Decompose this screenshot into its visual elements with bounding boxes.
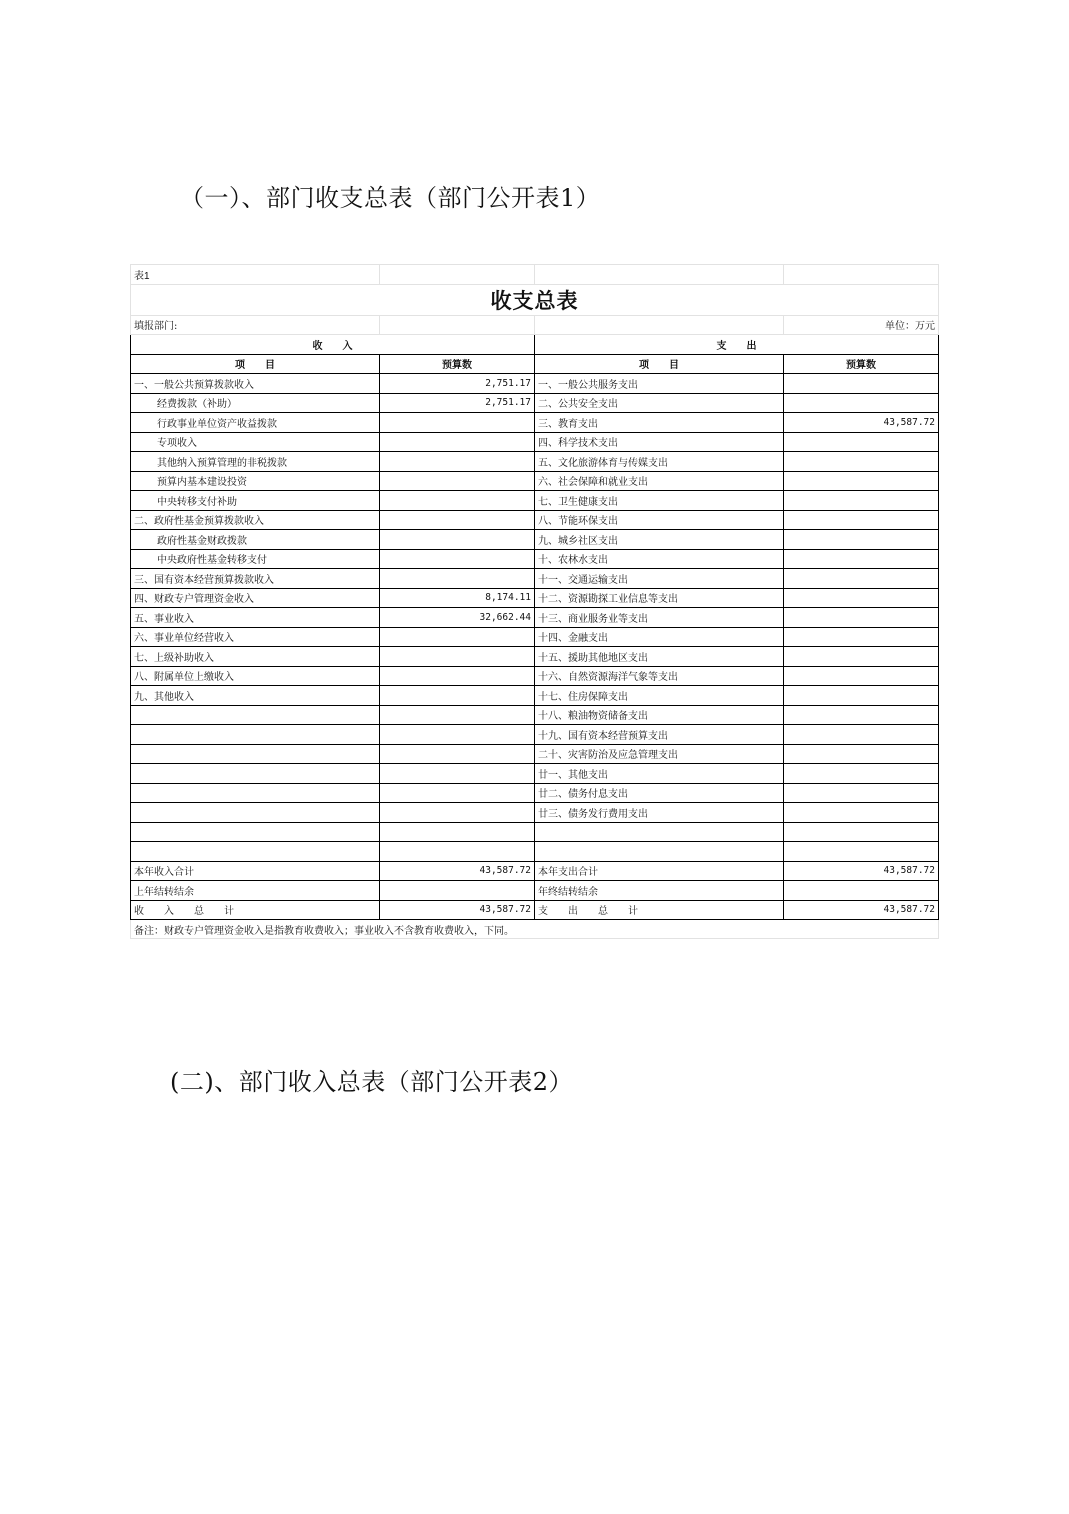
income-header: 收 入 [131, 335, 535, 355]
table-row [131, 413, 939, 433]
income-budget-cell [380, 666, 535, 686]
income-item-cell: 二、政府性基金预算拨款收入 [131, 510, 380, 530]
expense-item-cell: 本年支出合计 [535, 861, 784, 881]
expense-item-cell: 八、节能环保支出 [535, 510, 784, 530]
expense-budget-cell [784, 686, 939, 706]
income-budget-cell [380, 783, 535, 803]
table-row [131, 393, 939, 413]
expense-budget-cell [784, 530, 939, 550]
income-item-cell: 政府性基金财政拨款 [131, 530, 380, 550]
expense-budget-cell [784, 647, 939, 667]
table-note: 备注：财政专户管理资金收入是指教育收费收入；事业收入不含教育收费收入，下同。 [131, 920, 939, 939]
expense-budget-cell [784, 510, 939, 530]
table-row [131, 666, 939, 686]
income-item-cell: 六、事业单位经营收入 [131, 627, 380, 647]
income-budget-cell [380, 744, 535, 764]
expense-item-cell: 廿一、其他支出 [535, 764, 784, 784]
expense-item-column-header: 项 目 [535, 354, 784, 374]
expense-budget-cell [784, 432, 939, 452]
expense-item-cell: 九、城乡社区支出 [535, 530, 784, 550]
section-heading-1: （一）、部门收支总表（部门公开表1） [180, 184, 601, 212]
expense-budget-cell [784, 569, 939, 589]
income-item-cell: 八、附属单位上缴收入 [131, 666, 380, 686]
expense-item-cell: 二、公共安全支出 [535, 393, 784, 413]
income-item-cell: 四、财政专户管理资金收入 [131, 588, 380, 608]
dept-label: 填报部门: [131, 315, 380, 335]
table-row [131, 510, 939, 530]
expense-item-cell: 十二、资源勘探工业信息等支出 [535, 588, 784, 608]
table-row [131, 471, 939, 491]
table-row [131, 686, 939, 706]
expense-item-cell: 支 出 总 计 [535, 900, 784, 920]
income-item-cell [131, 705, 380, 725]
table-row [131, 705, 939, 725]
table-row [131, 627, 939, 647]
total-row [131, 881, 939, 901]
table-row [131, 725, 939, 745]
expense-budget-cell [784, 588, 939, 608]
unit-label: 单位：万元 [784, 315, 939, 335]
income-item-cell: 其他纳入预算管理的非税拨款 [131, 452, 380, 472]
expense-budget-cell [784, 491, 939, 511]
income-budget-cell: 43,587.72 [380, 861, 535, 881]
expense-budget-cell [784, 471, 939, 491]
income-budget-cell [380, 530, 535, 550]
expense-item-cell: 十三、商业服务业等支出 [535, 608, 784, 628]
expense-budget-cell [784, 666, 939, 686]
expense-item-cell: 十七、住房保障支出 [535, 686, 784, 706]
expense-budget-cell [784, 803, 939, 823]
income-item-cell: 五、事业收入 [131, 608, 380, 628]
income-budget-column-header: 预算数 [380, 354, 535, 374]
expense-budget-cell [784, 744, 939, 764]
income-item-cell: 一、一般公共预算拨款收入 [131, 374, 380, 394]
income-item-cell: 预算内基本建设投资 [131, 471, 380, 491]
income-item-cell: 三、国有资本经营预算拨款收入 [131, 569, 380, 589]
income-item-cell: 专项收入 [131, 432, 380, 452]
expense-item-cell: 七、卫生健康支出 [535, 491, 784, 511]
income-budget-cell [380, 510, 535, 530]
income-item-cell: 七、上级补助收入 [131, 647, 380, 667]
income-item-cell [131, 803, 380, 823]
income-item-cell [131, 783, 380, 803]
expense-budget-cell [784, 764, 939, 784]
expense-item-cell: 年终结转结余 [535, 881, 784, 901]
income-item-cell [131, 744, 380, 764]
income-item-cell: 本年收入合计 [131, 861, 380, 881]
expense-budget-cell [784, 783, 939, 803]
expense-budget-cell [784, 705, 939, 725]
income-budget-cell [380, 686, 535, 706]
income-budget-cell [380, 491, 535, 511]
table-row [131, 491, 939, 511]
income-item-cell: 中央转移支付补助 [131, 491, 380, 511]
expense-item-cell: 十八、粮油物资储备支出 [535, 705, 784, 725]
table-row [131, 647, 939, 667]
table-row [131, 549, 939, 569]
expense-item-cell: 十六、自然资源海洋气象等支出 [535, 666, 784, 686]
expense-budget-cell: 43,587.72 [784, 861, 939, 881]
table-row [131, 608, 939, 628]
expense-budget-cell [784, 452, 939, 472]
income-item-cell [131, 725, 380, 745]
table-row [131, 569, 939, 589]
income-budget-cell [380, 452, 535, 472]
expense-item-cell: 十五、援助其他地区支出 [535, 647, 784, 667]
expense-budget-cell [784, 627, 939, 647]
table-title: 收支总表 [131, 284, 939, 315]
table-row [131, 452, 939, 472]
expense-budget-cell [784, 725, 939, 745]
income-budget-cell: 8,174.11 [380, 588, 535, 608]
expense-budget-cell [784, 549, 939, 569]
table-row [131, 842, 939, 862]
income-budget-cell [380, 842, 535, 862]
income-item-cell: 收 入 总 计 [131, 900, 380, 920]
income-item-cell: 行政事业单位资产收益拨款 [131, 413, 380, 433]
income-budget-cell [380, 413, 535, 433]
expense-budget-column-header: 预算数 [784, 354, 939, 374]
income-budget-cell: 32,662.44 [380, 608, 535, 628]
income-item-cell [131, 822, 380, 842]
expense-header: 支 出 [535, 335, 939, 355]
expense-item-cell: 十九、国有资本经营预算支出 [535, 725, 784, 745]
income-budget-cell [380, 549, 535, 569]
income-budget-cell [380, 725, 535, 745]
expense-item-cell: 五、文化旅游体育与传媒支出 [535, 452, 784, 472]
expense-item-cell: 廿二、债务付息支出 [535, 783, 784, 803]
total-row [131, 900, 939, 920]
expense-budget-cell [784, 374, 939, 394]
table-row [131, 374, 939, 394]
table-row [131, 530, 939, 550]
income-budget-cell: 2,751.17 [380, 393, 535, 413]
expense-budget-cell [784, 881, 939, 901]
income-budget-cell [380, 881, 535, 901]
expense-item-cell: 一、一般公共服务支出 [535, 374, 784, 394]
revenue-expenditure-table [130, 264, 939, 939]
expense-item-cell: 四、科学技术支出 [535, 432, 784, 452]
income-item-cell: 上年结转结余 [131, 881, 380, 901]
expense-item-cell: 廿三、债务发行费用支出 [535, 803, 784, 823]
income-item-column-header: 项 目 [131, 354, 380, 374]
income-item-cell: 经费拨款（补助） [131, 393, 380, 413]
income-item-cell [131, 842, 380, 862]
income-budget-cell [380, 627, 535, 647]
income-budget-cell [380, 569, 535, 589]
table-tag: 表1 [131, 265, 380, 285]
table-row [131, 744, 939, 764]
expense-item-cell: 十、农林水支出 [535, 549, 784, 569]
expense-item-cell: 十四、金融支出 [535, 627, 784, 647]
expense-budget-cell [784, 608, 939, 628]
expense-item-cell [535, 822, 784, 842]
expense-item-cell: 六、社会保障和就业支出 [535, 471, 784, 491]
income-budget-cell [380, 705, 535, 725]
section-heading-2: (二)、部门收入总表（部门公开表2） [170, 1068, 573, 1096]
expense-item-cell: 三、教育支出 [535, 413, 784, 433]
income-item-cell [131, 764, 380, 784]
total-row [131, 861, 939, 881]
table-row [131, 432, 939, 452]
income-budget-cell: 2,751.17 [380, 374, 535, 394]
income-budget-cell [380, 647, 535, 667]
expense-item-cell: 二十、灾害防治及应急管理支出 [535, 744, 784, 764]
expense-item-cell [535, 842, 784, 862]
expense-item-cell: 十一、交通运输支出 [535, 569, 784, 589]
income-item-cell: 九、其他收入 [131, 686, 380, 706]
income-budget-cell [380, 764, 535, 784]
income-budget-cell [380, 432, 535, 452]
income-item-cell: 中央政府性基金转移支付 [131, 549, 380, 569]
table-row [131, 588, 939, 608]
expense-budget-cell [784, 822, 939, 842]
table-row [131, 783, 939, 803]
table-row [131, 764, 939, 784]
expense-budget-cell [784, 393, 939, 413]
table-row [131, 822, 939, 842]
expense-budget-cell: 43,587.72 [784, 900, 939, 920]
expense-budget-cell: 43,587.72 [784, 413, 939, 433]
income-budget-cell: 43,587.72 [380, 900, 535, 920]
income-budget-cell [380, 822, 535, 842]
income-budget-cell [380, 471, 535, 491]
expense-budget-cell [784, 842, 939, 862]
income-budget-cell [380, 803, 535, 823]
table-row [131, 803, 939, 823]
